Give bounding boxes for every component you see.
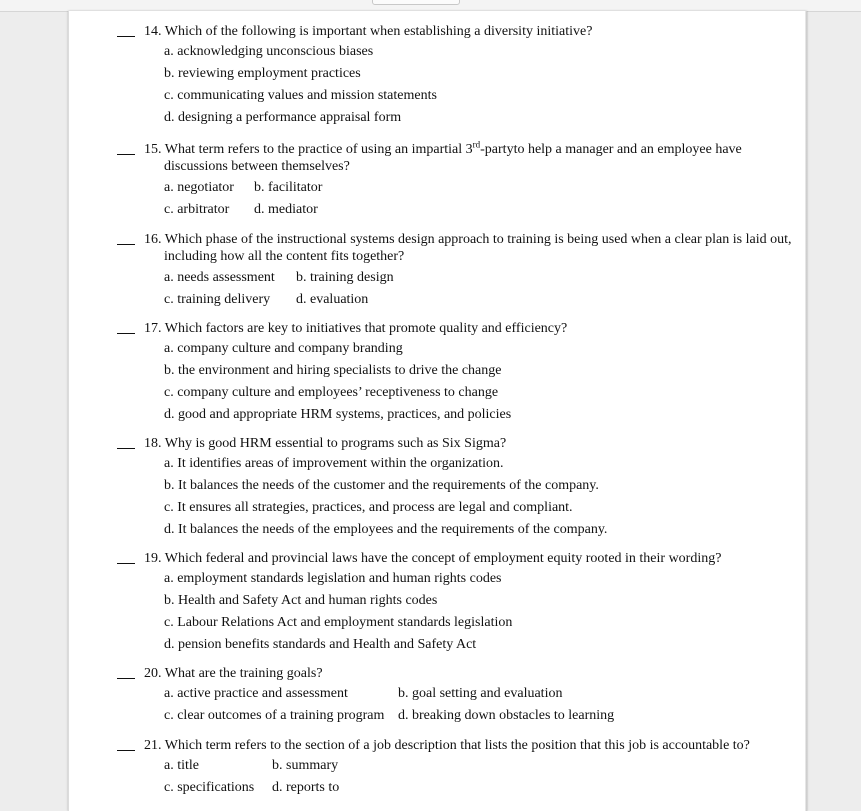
option-a: a. active practice and assessment	[164, 686, 348, 701]
option-b: b. Health and Safety Act and human rights codes	[164, 593, 438, 608]
answer-blank[interactable]	[117, 244, 135, 245]
question-stem	[144, 141, 794, 159]
option-d: d. mediator	[254, 202, 318, 217]
option-c: c. company culture and employees’ receptiveness to change	[164, 385, 499, 400]
question-text: What are the training goals?	[164, 666, 323, 681]
option-b: b. summary	[272, 758, 339, 773]
question-stem	[144, 665, 794, 683]
question-number: 21.	[144, 738, 162, 753]
question-text-line2: including how all the content fits together?	[164, 249, 405, 264]
option-a: a. It identifies areas of improvement within the organization.	[164, 456, 504, 471]
option-c: c. arbitrator	[164, 202, 230, 217]
page-shadow	[805, 11, 808, 811]
question-text-part2: -partyto help a manager and an employee have	[480, 142, 742, 157]
question-number: 20.	[144, 666, 162, 681]
question-stem	[144, 320, 794, 338]
question-text-part1: What term refers to the practice of using an impartial 3	[164, 142, 473, 157]
option-b: b. training design	[296, 270, 394, 285]
option-c: c. clear outcomes of a training program	[164, 708, 385, 723]
option-c: c. training delivery	[164, 292, 271, 307]
option-d: d. good and appropriate HRM systems, practices, and policies	[164, 407, 512, 422]
option-b: b. It balances the needs of the customer and the requirements of the company.	[164, 478, 599, 493]
option-a: a. employment standards legislation and human rights codes	[164, 571, 502, 586]
ordinal-superscript: rd	[472, 139, 481, 150]
option-d: d. It balances the needs of the employees and the requirements of the company.	[164, 522, 608, 537]
answer-blank[interactable]	[117, 154, 135, 155]
answer-blank[interactable]	[117, 563, 135, 564]
question-text-line2: discussions between themselves?	[164, 159, 350, 174]
answer-blank[interactable]	[117, 448, 135, 449]
question-text: Which term refers to the section of a job description that lists the position that this job is accountable to?	[164, 738, 750, 753]
question-number: 14.	[144, 24, 162, 39]
question-number: 19.	[144, 551, 162, 566]
option-d: d. reports to	[272, 780, 340, 795]
question-number: 17.	[144, 321, 162, 336]
answer-blank[interactable]	[117, 750, 135, 751]
option-b: b. goal setting and evaluation	[398, 686, 563, 701]
question-stem	[144, 23, 794, 41]
option-d: d. evaluation	[296, 292, 369, 307]
option-a: a. needs assessment	[164, 270, 275, 285]
option-c: c. specifications	[164, 780, 255, 795]
option-a: a. negotiator	[164, 180, 234, 195]
option-a: a. acknowledging unconscious biases	[164, 44, 374, 59]
option-b: b. the environment and hiring specialists to drive the change	[164, 363, 502, 378]
option-b: b. facilitator	[254, 180, 323, 195]
option-a: a. company culture and company branding	[164, 341, 403, 356]
question-number: 16.	[144, 232, 162, 247]
answer-blank[interactable]	[117, 36, 135, 37]
option-a: a. title	[164, 758, 199, 773]
option-d: d. breaking down obstacles to learning	[398, 708, 615, 723]
option-c: c. It ensures all strategies, practices, and process are legal and compliant.	[164, 500, 573, 515]
question-text: Why is good HRM essential to programs such as Six Sigma?	[164, 436, 507, 451]
question-text: Which phase of the instructional systems design approach to training is being used when a clear plan is laid out,	[164, 232, 792, 247]
question-text: Which of the following is important when establishing a diversity initiative?	[164, 24, 593, 39]
option-d: d. pension benefits standards and Health and Safety Act	[164, 637, 477, 652]
answer-blank[interactable]	[117, 678, 135, 679]
page-tab[interactable]	[372, 0, 460, 5]
question-stem	[144, 550, 794, 568]
answer-blank[interactable]	[117, 333, 135, 334]
document-page	[68, 11, 807, 811]
question-text: Which factors are key to initiatives that promote quality and efficiency?	[164, 321, 568, 336]
option-d: d. designing a performance appraisal form	[164, 110, 402, 125]
question-number: 15.	[144, 142, 162, 157]
option-c: c. Labour Relations Act and employment standards legislation	[164, 615, 513, 630]
question-stem	[144, 231, 794, 249]
option-c: c. communicating values and mission statements	[164, 88, 437, 103]
question-stem	[144, 737, 794, 755]
question-text: Which federal and provincial laws have the concept of employment equity rooted in their wording?	[164, 551, 722, 566]
question-number: 18.	[144, 436, 162, 451]
option-b: b. reviewing employment practices	[164, 66, 361, 81]
question-stem	[144, 435, 794, 453]
